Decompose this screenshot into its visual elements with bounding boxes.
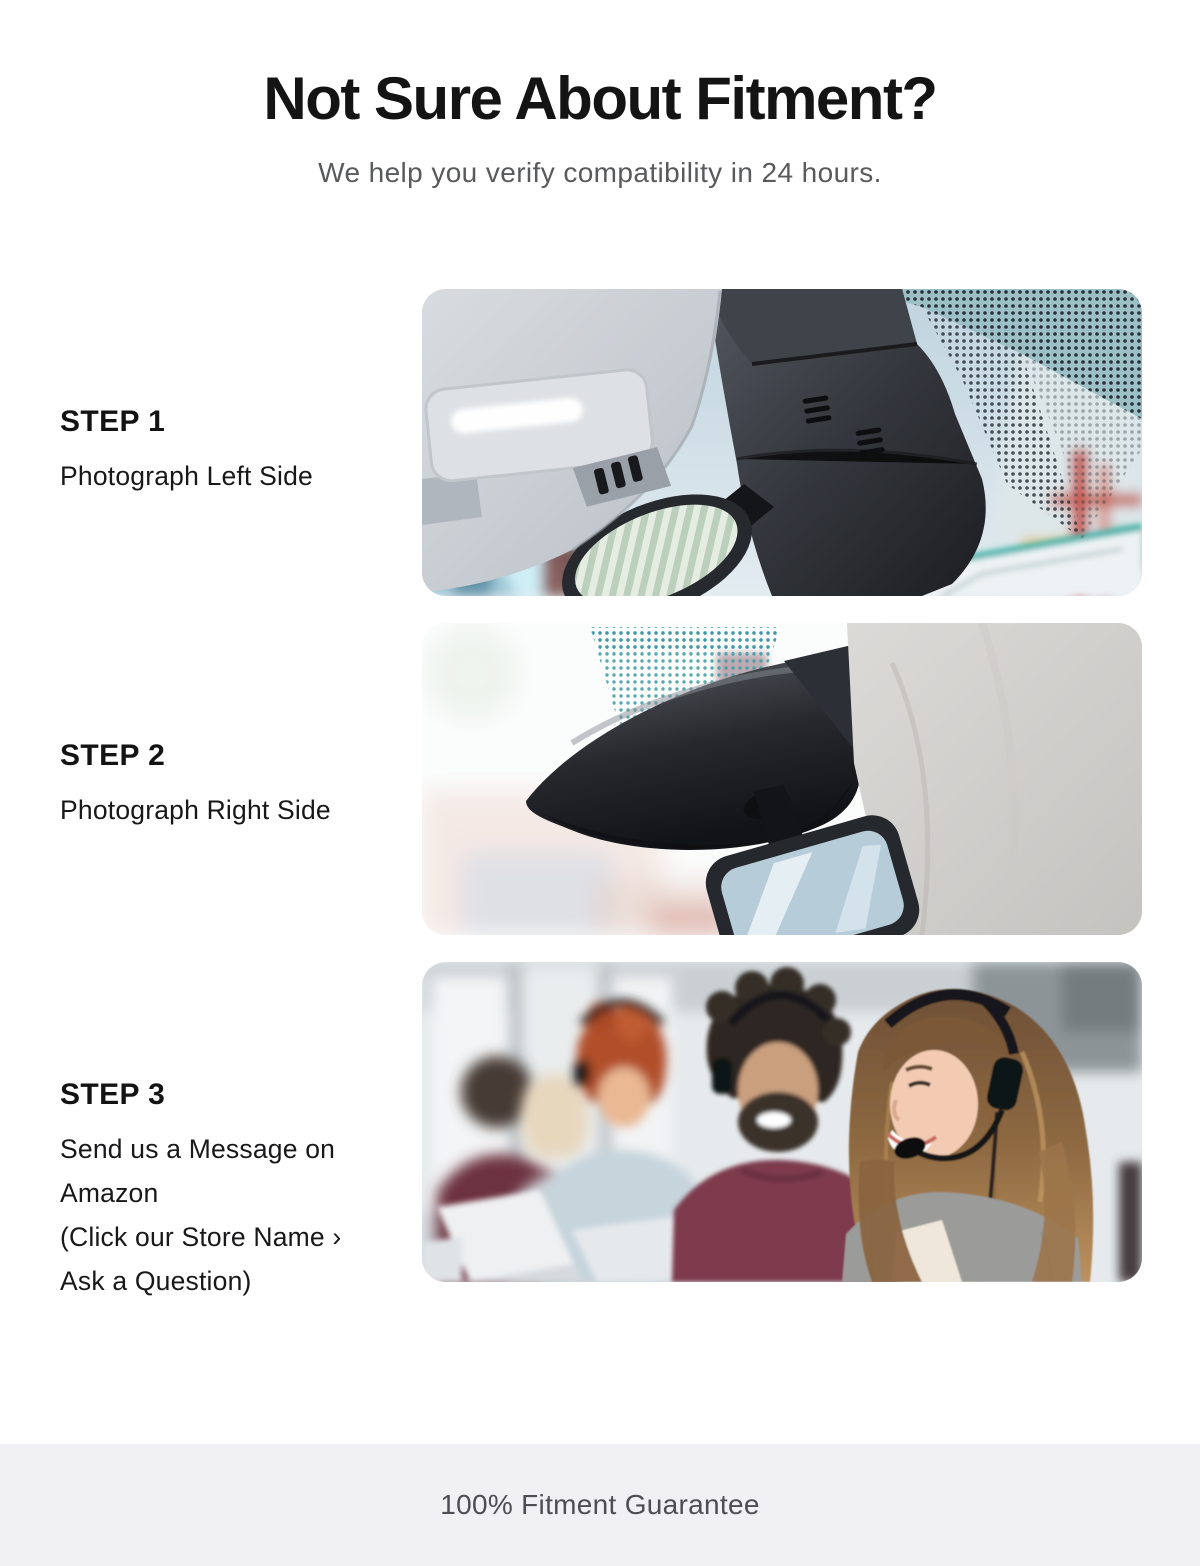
fitment-infographic-page bbox=[0, 66, 1200, 1566]
step-1-photo bbox=[422, 289, 1142, 596]
headset-earcup bbox=[712, 1058, 732, 1094]
office-chair-edge bbox=[1119, 1162, 1142, 1282]
footer-guarantee-text: 100% Fitment Guarantee bbox=[440, 1489, 760, 1520]
page-title: Not Sure About Fitment? bbox=[263, 65, 937, 132]
page-subtitle: We help you verify compatibility in 24 hours. bbox=[318, 157, 882, 188]
car-interior-left-photo bbox=[422, 289, 1142, 596]
step-3-line-2: (Click our Store Name › bbox=[60, 1222, 342, 1252]
step-3-line-3: Ask a Question) bbox=[60, 1266, 252, 1296]
step-2-text bbox=[0, 623, 422, 935]
step-1-heading: STEP 1 bbox=[60, 405, 166, 438]
step-3-line-1: Send us a Message on Amazon bbox=[60, 1134, 336, 1208]
step-3-heading: STEP 3 bbox=[60, 1078, 166, 1111]
step-2-heading: STEP 2 bbox=[60, 739, 166, 772]
step-1-line-1: Photograph Left Side bbox=[60, 461, 313, 491]
steps-section bbox=[0, 289, 1200, 1303]
smile bbox=[757, 1112, 791, 1128]
step-3-text bbox=[0, 962, 422, 1303]
step-3-photo bbox=[422, 962, 1142, 1282]
step-2-photo bbox=[422, 623, 1142, 935]
car-interior-right-photo bbox=[422, 623, 1142, 935]
step-3-row bbox=[0, 962, 1200, 1303]
headset-earcup bbox=[574, 1060, 590, 1086]
step-1-row bbox=[0, 289, 1200, 596]
step-2-line-1: Photograph Right Side bbox=[60, 795, 331, 825]
step-1-text bbox=[0, 289, 422, 596]
step-2-row bbox=[0, 623, 1200, 935]
footer-band bbox=[0, 1444, 1200, 1566]
support-team-photo bbox=[422, 962, 1142, 1282]
